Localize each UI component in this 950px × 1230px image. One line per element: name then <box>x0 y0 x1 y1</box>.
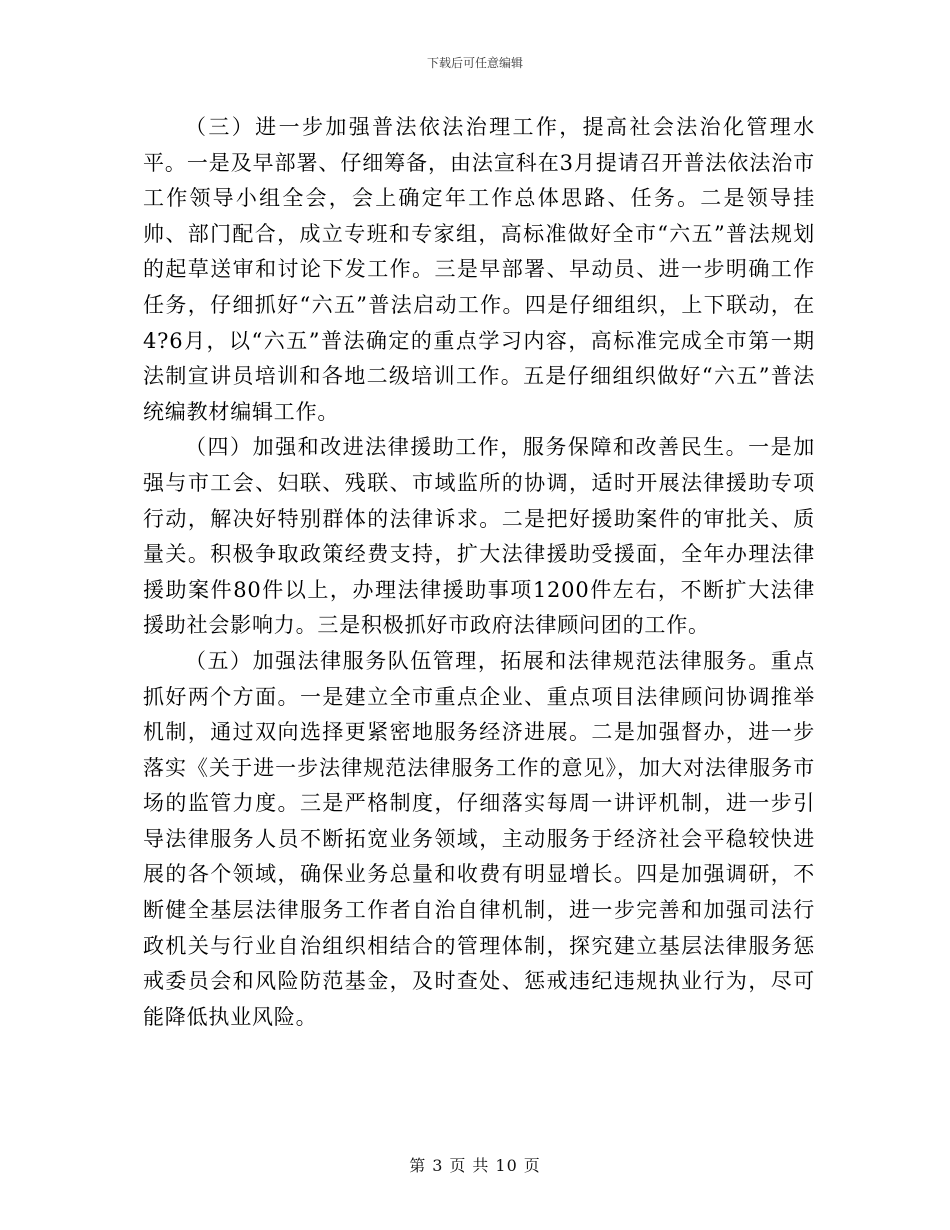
paragraph-section-5: （五）加强法律服务队伍管理，拓展和法律规范法律服务。重点抓好两个方面。一是建立全市重点企业、重点项目法律顾问协调推举机制，通过双向选择更紧密地服务经济进展。二是加强督办，进一步落实《关于进一步法律规范法律服务工作的意见》，加大对法律服务市场的监管力度。三是严格制度，仔细落实每周一讲评机制，进一步引导法律服务人员不断拓宽业务领域，主动服务于经济社会平稳较快进展的各个领域，确保业务总量和收费有明显增长。四是加强调研，不断健全基层法律服务工作者自治自律机制，进一步完善和加强司法行政机关与行业自治组织相结合的管理体制，探究建立基层法律服务惩戒委员会和风险防范基金，及时查处、惩戒违纪违规执业行为，尽可能降低执业风险。 <box>143 648 815 1029</box>
current-page-number: 3 <box>432 1156 444 1175</box>
paragraph-section-4: （四）加强和改进法律援助工作，服务保障和改善民生。一是加强与市工会、妇联、残联、市域监所的协调，适时开展法律援助专项行动，解决好特别群体的法律诉求。二是把好援助案件的审批关、质量关。积极争取政策经费支持，扩大法律援助受援面，全年办理法律援助案件80件以上，办理法律援助事项1200件左右，不断扩大法律援助社会影响力。三是积极抓好市政府法律顾问团的工作。 <box>143 435 815 638</box>
page-footer <box>0 1153 950 1176</box>
document-body <box>143 110 815 1035</box>
footer-suffix: 页 <box>523 1156 541 1175</box>
total-pages-number: 10 <box>495 1156 518 1175</box>
paragraph-section-3: （三）进一步加强普法依法治理工作，提高社会法治化管理水平。一是及早部署、仔细筹备，由法宣科在3月提请召开普法依法治市工作领导小组全会，会上确定年工作总体思路、任务。二是领导挂帅、部门配合，成立专班和专家组，高标准做好全市“六五”普法规划的起草送审和讨论下发工作。三是早部署、早动员、进一步明确工作任务，仔细抓好“六五”普法启动工作。四是仔细组织，上下联动，在4?6月，以“六五”普法确定的重点学习内容，高标准完成全市第一期法制宣讲员培训和各地二级培训工作。五是仔细组织做好“六五”普法统编教材编辑工作。 <box>143 115 815 424</box>
page-header: 下载后可任意编辑 <box>426 56 523 70</box>
footer-total-label: 共 <box>472 1156 490 1175</box>
footer-prefix: 第 <box>409 1156 427 1175</box>
footer-page-label: 页 <box>449 1156 467 1175</box>
